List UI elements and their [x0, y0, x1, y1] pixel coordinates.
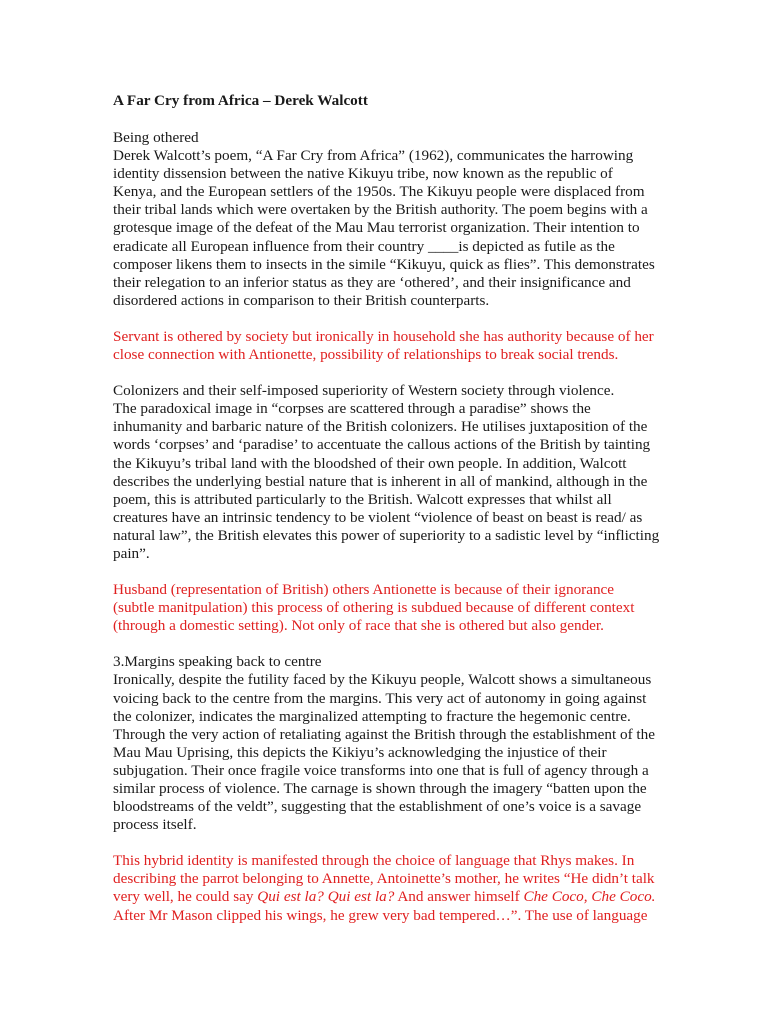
section-heading: Being othered: [113, 129, 199, 146]
paragraph-line: poem, this is attributed particularly to the British. Walcott expresses that whilst all: [113, 490, 612, 508]
paragraph-line: process itself.: [113, 816, 197, 834]
quoted-italic-text: Che Coco, Che Coco.: [523, 888, 656, 906]
paragraph-line: identity dissension between the native Kikuyu tribe, now known as the republic of: [113, 165, 613, 183]
note-line-with-italics: [113, 888, 658, 906]
note-line: After Mr Mason clipped his wings, he grew very bad tempered…”. The use of language: [113, 906, 648, 924]
note-text: very well, he could say: [113, 888, 258, 906]
note-line: close connection with Antionette, possibility of relationships to break social trends.: [113, 346, 619, 364]
paragraph-line: their tribal lands which were overtaken by the British authority. The poem begins with a: [113, 201, 648, 219]
paragraph-line: Through the very action of retaliating against the British through the establishment of the: [113, 725, 655, 743]
section-margins: [113, 653, 658, 834]
paragraph-line: voicing back to the centre from the margins. This very act of autonomy in going against: [113, 689, 647, 707]
paragraph-line: Kenya, and the European settlers of the 1950s. The Kikuyu people were displaced from: [113, 183, 645, 201]
note-line: Husband (representation of British) others Antionette is because of their ignorance: [113, 581, 615, 599]
document-page: [113, 92, 658, 925]
paragraph-line: creatures have an intrinsic tendency to be violent “violence of beast on beast is read/ as: [113, 508, 643, 526]
annotation-note: [113, 581, 658, 635]
paragraph-line: eradicate all European influence from their country ____is depicted as futile as the: [113, 237, 615, 255]
document-title: A Far Cry from Africa – Derek Walcott: [113, 92, 368, 109]
paragraph-line: describes the underlying bestial nature that is inherent in all of mankind, although in the: [113, 472, 648, 490]
note-line: (subtle manitpulation) this process of othering is subdued because of different context: [113, 599, 635, 617]
note-line: describing the parrot belonging to Annette, Antoinette’s mother, he writes “He didn’t talk: [113, 870, 655, 888]
note-text: And answer himself: [394, 888, 524, 906]
section-heading: Colonizers and their self-imposed superiority of Western society through violence.: [113, 382, 615, 400]
paragraph-line: natural law”, the British elevates this power of superiority to a sadistic level by “inflicting: [113, 526, 660, 544]
paragraph-line: the colonizer, indicates the marginalized attempting to fracture the hegemonic centre.: [113, 707, 631, 725]
annotation-note-final: [113, 852, 658, 924]
paragraph-line: subjugation. Their once fragile voice transforms into one that is full of agency through a: [113, 761, 649, 779]
paragraph-line: composer likens them to insects in the simile “Kikuyu, quick as flies”. This demonstrates: [113, 255, 655, 273]
paragraph-line: the Kikuyu’s tribal land with the bloodshed of their own people. In addition, Walcott: [113, 454, 627, 472]
section-heading: 3.Margins speaking back to centre: [113, 653, 322, 671]
paragraph-line: disordered actions in comparison to their British counterparts.: [113, 291, 490, 309]
note-line: Servant is othered by society but ironically in household she has authority because of her: [113, 327, 654, 345]
note-line: (through a domestic setting). Not only of race that she is othered but also gender.: [113, 617, 604, 635]
paragraph-line: words ‘corpses’ and ‘paradise’ to accentuate the callous actions of the British by tainting: [113, 436, 651, 454]
paragraph-line: their relegation to an inferior status as they are ‘othered’, and their insignificance and: [113, 273, 631, 291]
section-being-othered: [113, 129, 658, 310]
paragraph-line: inhumanity and barbaric nature of the British colonizers. He utilises juxtaposition of the: [113, 418, 648, 436]
section-colonizers: [113, 382, 658, 563]
paragraph-line: grotesque image of the defeat of the Mau Mau terrorist organization. Their intention to: [113, 219, 640, 237]
paragraph-line: Mau Mau Uprising, this depicts the Kikiyu’s acknowledging the injustice of their: [113, 743, 607, 761]
quoted-italic-text: Qui est la? Qui est la?: [257, 888, 395, 906]
paragraph-line: The paradoxical image in “corpses are scattered through a paradise” shows the: [113, 400, 591, 418]
paragraph-line: similar process of violence. The carnage is shown through the imagery “batten upon the: [113, 780, 647, 797]
paragraph-line: pain”.: [113, 544, 150, 562]
paragraph-line: Derek Walcott’s poem, “A Far Cry from Africa” (1962), communicates the harrowing: [113, 147, 634, 165]
paragraph-line: Ironically, despite the futility faced by the Kikuyu people, Walcott shows a simultaneous: [113, 671, 652, 689]
annotation-note: [113, 328, 658, 364]
paragraph-line: bloodstreams of the veldt”, suggesting that the establishment of one’s voice is a savage: [113, 798, 642, 816]
note-line: This hybrid identity is manifested through the choice of language that Rhys makes. In: [113, 852, 635, 870]
